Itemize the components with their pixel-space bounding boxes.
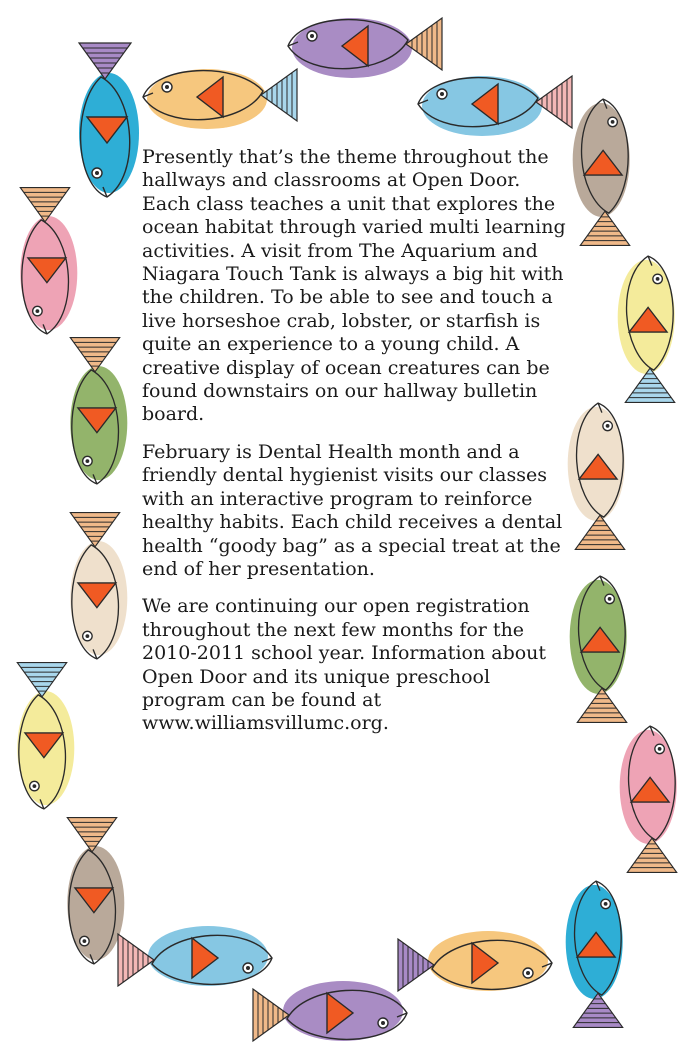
fish-left-1-teal (79, 43, 139, 197)
fish-bottom-left-blue (118, 926, 272, 986)
fish-tail-icon (261, 69, 297, 121)
fish-top-center-purple (288, 18, 442, 78)
fish-tail-icon (70, 338, 119, 372)
fish-tail-icon (398, 939, 434, 991)
fish-bottom-center-purple (253, 981, 407, 1041)
fish-right-2-yellow (618, 256, 675, 402)
fish-tail-icon (627, 838, 676, 872)
fish-tail-icon (577, 688, 626, 722)
fish-tail-icon (406, 18, 442, 70)
fish-right-3-cream (568, 403, 625, 549)
fish-tail-icon (70, 513, 119, 547)
fish-top-left-orange (143, 69, 297, 129)
fish-tail-icon (575, 515, 624, 549)
fish-tail-icon (79, 43, 131, 79)
fish-tail-icon (573, 993, 622, 1027)
fish-right-1-taupe (573, 99, 630, 245)
fish-tail-icon (536, 76, 572, 128)
fish-left-6-taupe (67, 818, 124, 964)
fish-top-right-blue (418, 76, 572, 136)
paragraph-ocean-theme: Presently that’s the theme throughout the hallways and classrooms at Open Door. Each class teaches a unit that explores the ocean habitat through varied multi learning activities. A visit from The Aquarium and Niagara Touch Tank is always a big hit with the children. To be able to see and touch a live horseshoe crab, lobster, or starfish is quite an experience to a young child. A creative display of ocean creatures can be found downstairs on our hallway bulletin board. (142, 146, 566, 426)
fish-left-4-cream (70, 513, 127, 659)
fish-right-5-pink (620, 726, 677, 872)
fish-left-2-pink (20, 188, 77, 334)
fish-left-5-yellow (17, 663, 74, 809)
paragraph-dental-health: February is Dental Health month and a friendly dental hygienist visits our classes with an interactive program to reinforce healthy habits. Each child receives a dental health “goody bag” as a special treat at the end of her presentation. (142, 440, 563, 580)
fish-left-3-green (70, 338, 127, 484)
article-text (142, 146, 570, 750)
fish-right-4-green (570, 576, 627, 722)
fish-tail-icon (67, 818, 116, 852)
fish-right-6-teal (566, 881, 623, 1027)
fish-bottom-right-orange (398, 931, 552, 991)
paragraph-registration: We are continuing our open registration throughout the next few months for the 2010-2011 school year. Information about Open Door and its unique preschool program can be found at www.williamsvillumc.org. (142, 595, 547, 735)
fish-tail-icon (253, 989, 289, 1041)
fish-tail-icon (20, 188, 69, 222)
fish-tail-icon (625, 368, 674, 402)
fish-tail-icon (17, 663, 66, 697)
fish-tail-icon (580, 211, 629, 245)
fish-tail-icon (118, 934, 154, 986)
